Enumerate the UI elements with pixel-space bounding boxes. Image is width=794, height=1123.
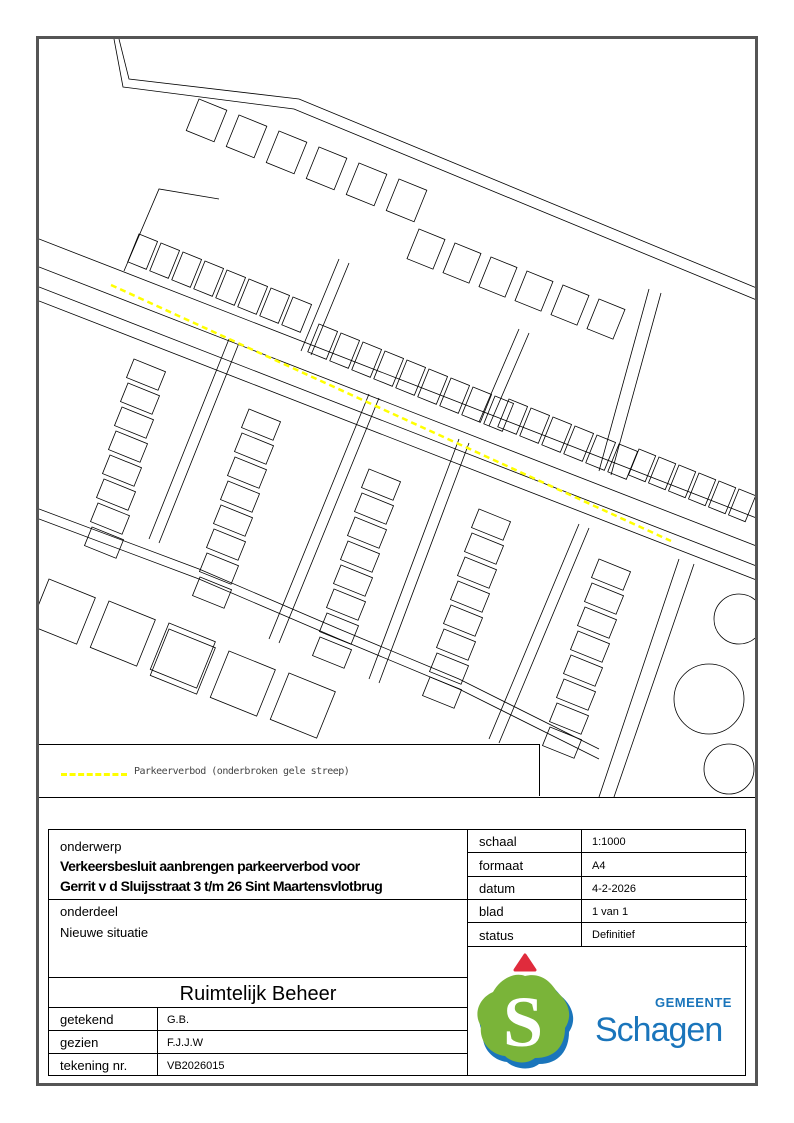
building [128,234,158,269]
building [608,444,638,479]
title-block [48,829,746,1076]
sheet-value: 1 van 1 [592,906,629,918]
map-drawing [39,39,755,797]
building [270,673,335,738]
street-edge [39,267,755,547]
building [498,399,528,434]
date-label: datum [479,881,516,896]
building [85,527,124,558]
building [462,387,492,422]
department: Ruimtelijk Beheer [179,983,337,1005]
checked-by-label: gezien [60,1035,99,1050]
scale-value: 1:1000 [592,836,626,848]
checked-by-value: F.J.J.W [167,1037,204,1049]
building [115,407,154,438]
building [396,360,426,395]
schagen-emblem-icon [473,950,583,1074]
building [629,449,656,482]
subject-line-1: Verkeersbesluit aanbrengen parkeerverbod voor [60,858,360,874]
drawing-number-label: tekening nr. [60,1058,128,1073]
building [418,369,448,404]
building [109,431,148,462]
building [150,243,180,278]
street-edge [39,287,755,567]
building [90,601,155,666]
subject-label: onderwerp [60,839,122,854]
building [150,629,215,694]
building [172,252,202,287]
building [551,285,589,325]
building [564,426,594,461]
building [150,623,215,688]
legend-box [39,744,540,796]
building [91,503,130,534]
legend-label: Parkeerverbod (onderbroken gele streep) [134,766,350,777]
building [346,163,387,206]
building [282,297,312,332]
building [97,479,136,510]
building [729,489,755,522]
logo-schagen: Schagen [595,1011,723,1049]
building [127,359,166,390]
building [352,342,382,377]
building [709,481,736,514]
status-value: Definitief [592,929,635,941]
status-label: status [479,928,514,943]
building [121,383,160,414]
drawn-by-value: G.B. [167,1014,190,1026]
logo-gemeente: GEMEENTE [655,995,732,1010]
svg-text:S: S [502,982,544,1062]
format-label: formaat [479,858,524,873]
part-value: Nieuwe situatie [60,925,149,940]
building [194,261,224,296]
building [443,243,481,283]
building [374,351,404,386]
building [587,299,625,339]
building [407,229,445,269]
building [386,179,427,222]
building [520,408,550,443]
building [266,131,307,174]
building [440,378,470,413]
building [186,99,227,142]
building [330,333,360,368]
parking-ban-line [111,285,671,541]
building [542,417,572,452]
building [260,288,290,323]
subject-line-2: Gerrit v d Sluijsstraat 3 t/m 26 Sint Maartensvlotbrug [60,878,383,894]
map-svg [39,39,755,797]
format-value: A4 [592,860,606,872]
part-label: onderdeel [60,904,118,919]
building [515,271,553,311]
scale-label: schaal [479,834,517,849]
building [210,651,275,716]
building [103,455,142,486]
sheet-label: blad [479,904,504,919]
building [479,257,517,297]
building [39,579,95,644]
building [216,270,246,305]
building [238,279,268,314]
date-value: 4-2-2026 [592,883,637,895]
building [308,324,338,359]
divider [39,797,755,798]
drawn-by-label: getekend [60,1012,114,1027]
building [306,147,347,190]
building [226,115,267,158]
legend-yellow-dash [61,773,127,776]
drawing-number-value: VB2026015 [167,1060,225,1072]
